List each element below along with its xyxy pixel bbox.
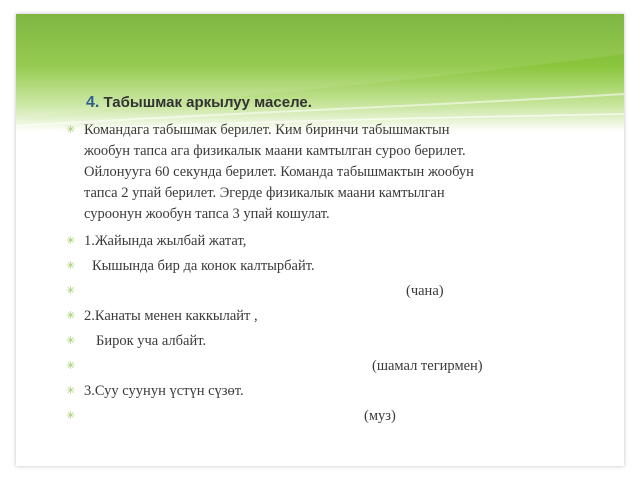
title-text: Табышмак аркылуу маселе <box>103 94 308 111</box>
bullet-icon: ✳ <box>66 285 76 297</box>
intro-line: Командага табышмак берилет. Ким биринчи табышмактын <box>84 122 450 138</box>
title-dot: . <box>307 94 312 111</box>
riddle-line: 3.Суу суунун үстүн сүзөт. <box>84 383 244 399</box>
list-item-answer <box>66 406 596 427</box>
list-item-answer <box>66 281 596 302</box>
list-item-answer <box>66 356 596 377</box>
slide <box>16 14 624 466</box>
bullet-icon: ✳ <box>66 235 76 247</box>
slide-content <box>66 120 596 427</box>
list-item-riddle <box>66 331 596 352</box>
intro-line: тапса 2 упай берилет. Эгерде физикалык маани камтылган <box>84 185 445 201</box>
list-item-riddle <box>66 256 596 277</box>
bullet-icon: ✳ <box>66 410 76 422</box>
list-item-intro <box>66 120 596 225</box>
title-number: 4. <box>86 94 100 111</box>
answer-text: (чана) <box>406 283 444 299</box>
slide-title <box>86 94 312 112</box>
intro-line: жообун тапса ага физикалык маани камтылган суроо берилет. <box>84 143 466 159</box>
list-item-riddle <box>66 306 596 327</box>
intro-line: суроонун жообун тапса 3 упай кошулат. <box>84 206 330 222</box>
list-item-riddle <box>66 231 596 252</box>
bullet-icon: ✳ <box>66 335 76 347</box>
bullet-icon: ✳ <box>66 124 76 136</box>
answer-text: (шамал тегирмен) <box>372 358 483 374</box>
answer-text: (муз) <box>364 408 396 424</box>
bullet-icon: ✳ <box>66 260 76 272</box>
bullet-icon: ✳ <box>66 310 76 322</box>
intro-line: Ойлонууга 60 секунда берилет. Команда табышмактын жообун <box>84 164 474 180</box>
riddle-line: Кышында бир да конок калтырбайт. <box>92 258 315 274</box>
bullet-icon: ✳ <box>66 385 76 397</box>
riddle-line: 1.Жайында жылбай жатат, <box>84 233 247 249</box>
list-item-riddle <box>66 381 596 402</box>
riddle-line: Бирок уча албайт. <box>96 333 207 349</box>
riddle-line: 2.Канаты менен каккылайт , <box>84 308 258 324</box>
bullet-icon: ✳ <box>66 360 76 372</box>
